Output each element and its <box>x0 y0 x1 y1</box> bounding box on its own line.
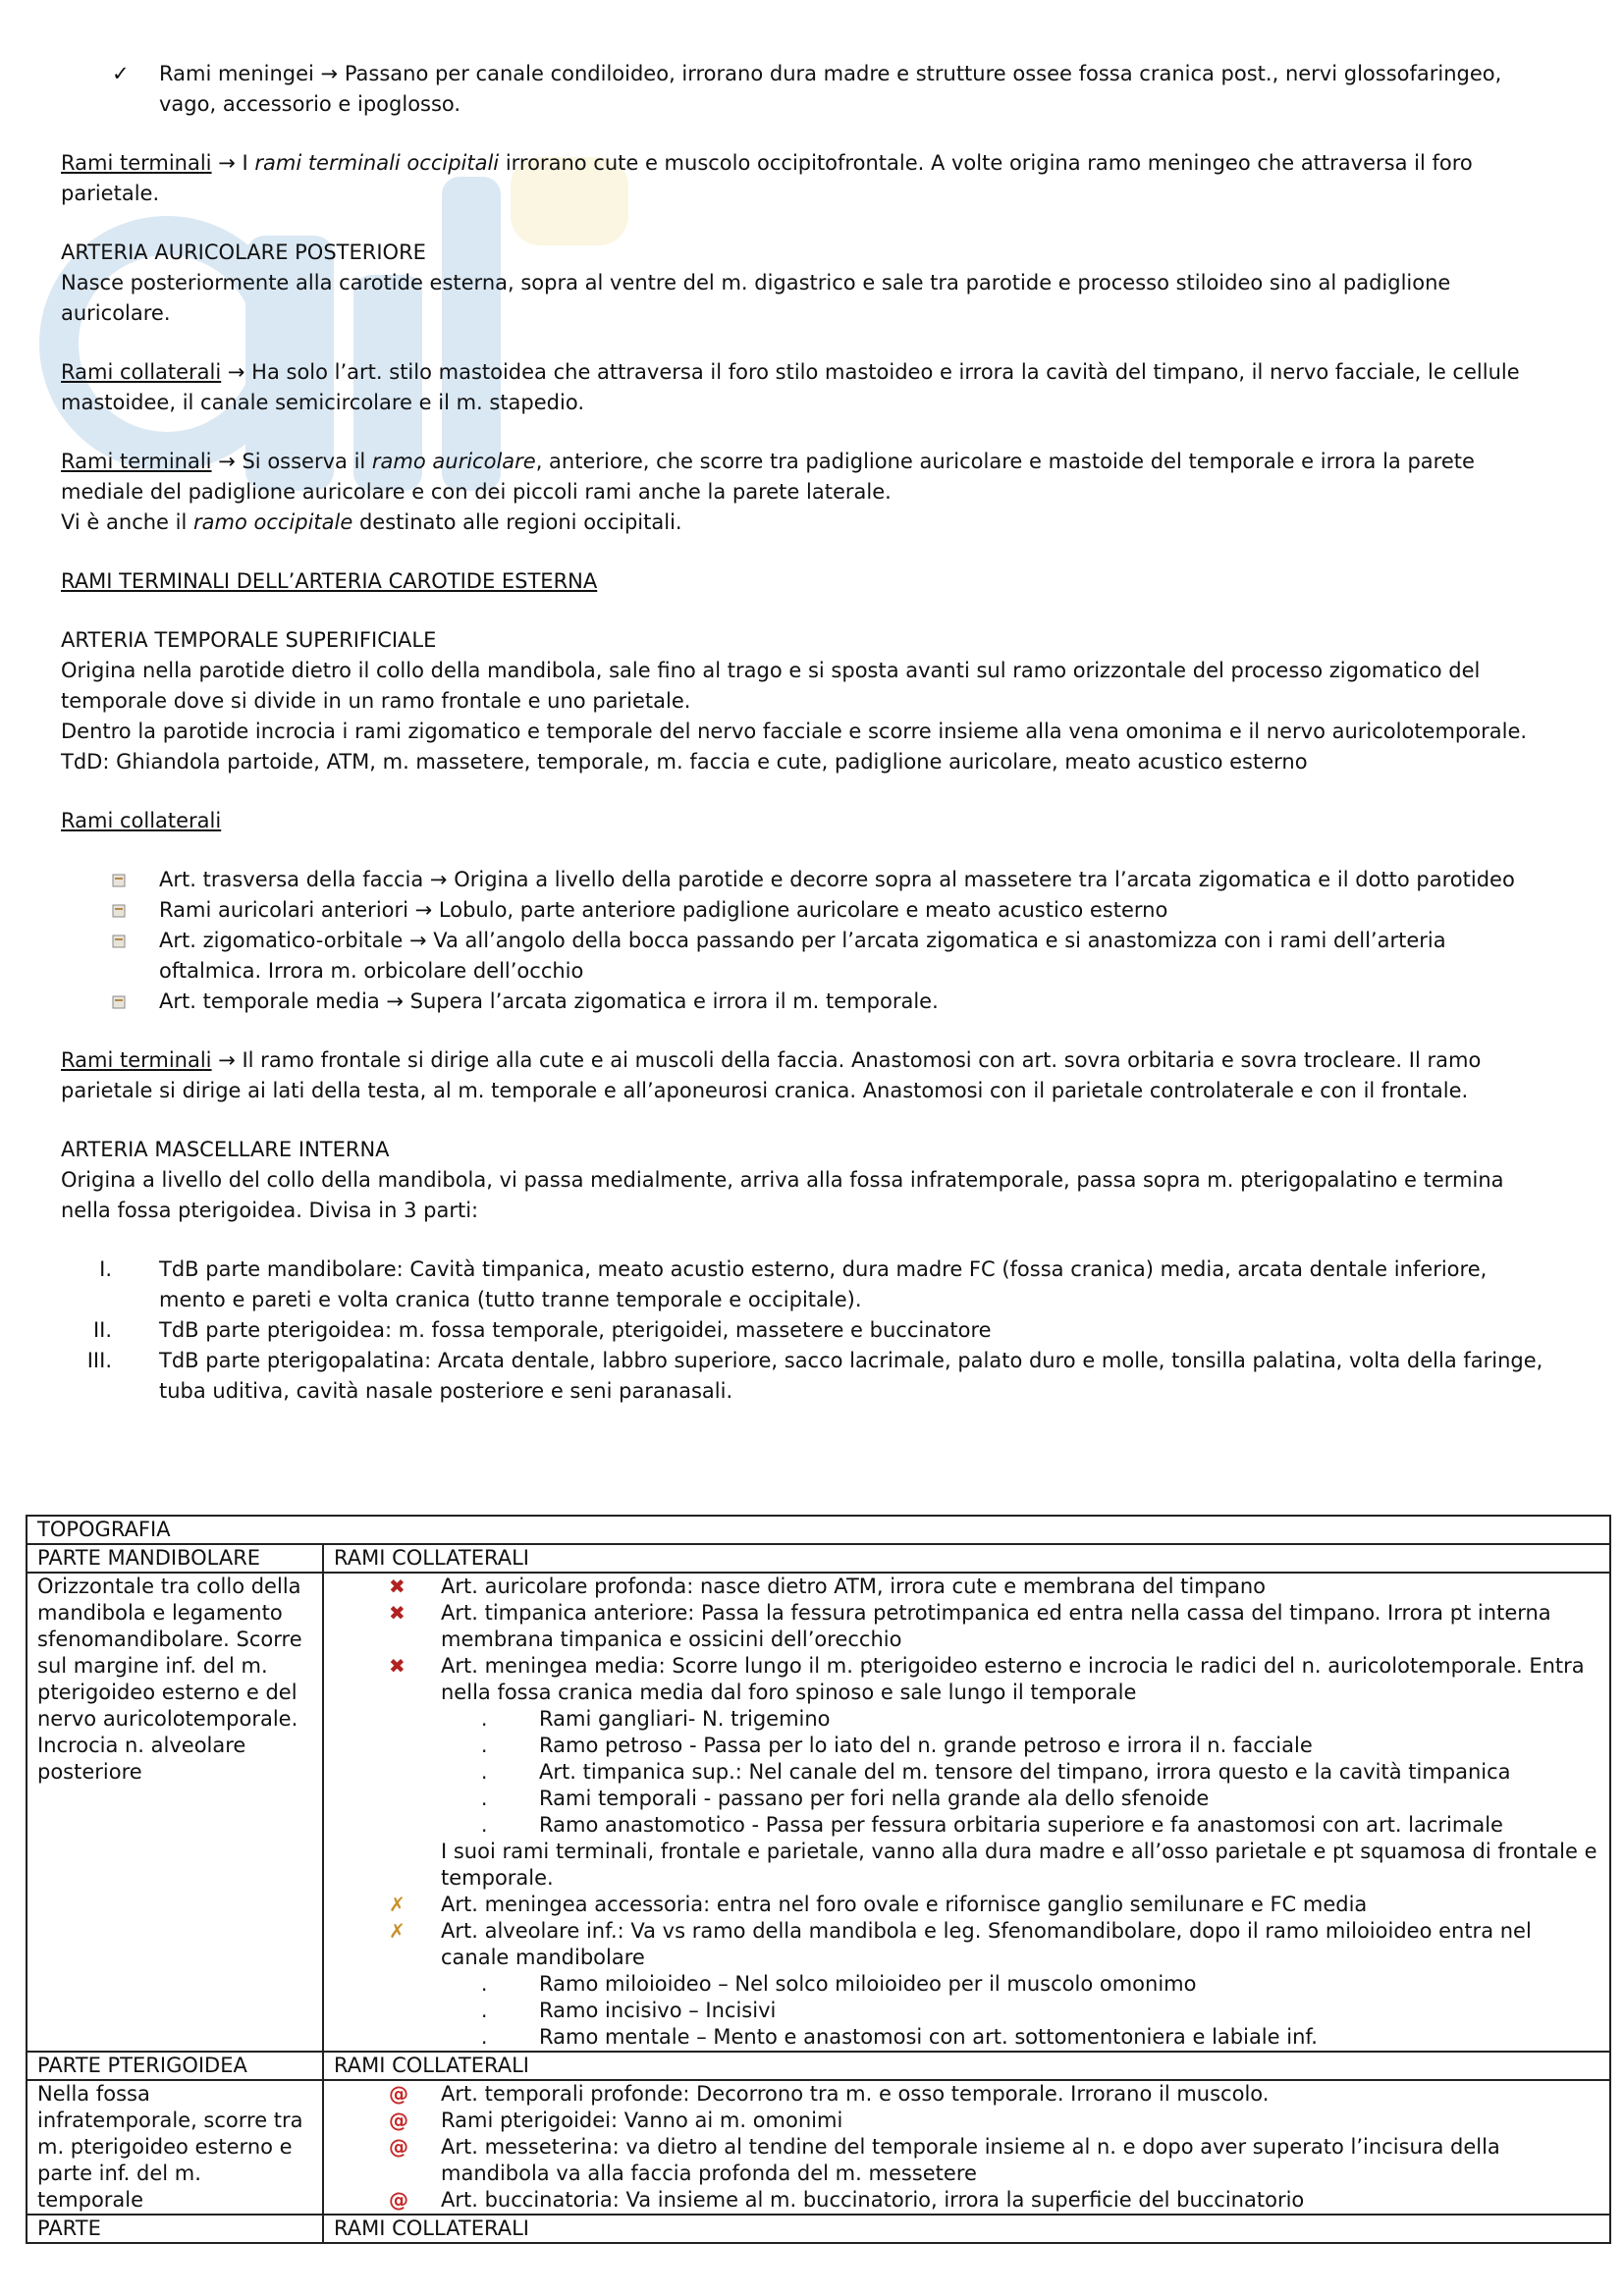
cross-icon: ✖ <box>389 1575 406 1598</box>
item-text: Rami temporali - passano per fori nella grande ala dello sfenoide <box>539 1787 1210 1810</box>
text-span: irrorano cute e muscolo occipitofrontale. A volte origina ramo meningeo che attraversa il foro parietale. <box>61 151 1473 205</box>
part-text: TdB parte pterigopalatina: Arcata dentale, labbro superiore, sacco lacrimale, palato duro e molle, tonsilla palatina, volta della faringe, tuba uditiva, cavità nasale posteriore e seni paranasali. <box>159 1349 1543 1403</box>
part-text: TdB parte pterigoidea: m. fossa temporale, pterigoidei, massetere e buccinatore <box>159 1318 992 1342</box>
italic-span: ramo auricolare <box>371 450 536 473</box>
list-item <box>61 1346 1543 1407</box>
dot-marker: . <box>481 1787 488 1810</box>
rami-header: RAMI COLLATERALI <box>323 1544 1610 1573</box>
auricolare-terminali <box>61 447 1543 507</box>
item-text: Ramo petroso - Passa per lo iato del n. grande petroso e irrora il n. facciale <box>539 1734 1313 1757</box>
temporale-bullets <box>61 865 1543 1017</box>
italic-span: ramo occipitale <box>192 510 353 534</box>
list-item <box>61 926 1543 987</box>
item-text: Art. auricolare profonda: nasce dietro ATM, irrora cute e membrana del timpano <box>441 1575 1266 1598</box>
meningea-note: I suoi rami terminali, frontale e parietale, vanno alla dura madre e all’osso parietale e pt squamosa di frontale e temporale. <box>441 1840 1597 1890</box>
list-item <box>334 1600 1599 1653</box>
meningei-text: Rami meningei → Passano per canale condiloideo, irrorano dura madre e strutture ossee fossa cranica post., nervi glossofaringeo, vago, accessorio e ipoglosso. <box>159 62 1502 116</box>
mand-desc: Orizzontale tra collo della mandibola e legamento sfenomandibolare. Scorre sul margine inf. del m. pterigoideo esterno e del nervo auricolotemporale. Incrocia n. alveolare posteriore <box>27 1573 323 2052</box>
temporale-p2: Dentro la parotide incrocia i rami zigomatico e temporale del nervo facciale e scorre insieme alla vena omonima e il nervo auricolotemporale. <box>61 720 1528 743</box>
item-text: Ramo anastomotico - Passa per fessura orbitaria superiore e fa anastomosi con art. lacrimale <box>539 1813 1503 1837</box>
item-text: Art. alveolare inf.: Va vs ramo della mandibola e leg. Sfenomandibolare, dopo il ramo miloioideo entra nel canale mandibolare <box>441 1919 1532 1969</box>
dot-marker: . <box>481 2025 488 2049</box>
list-item <box>61 59 1543 120</box>
bullet-text: Art. trasversa della faccia → Origina a livello della parotide e decorre sopra al massetere tra l’arcata zigomatica e il dotto parotideo <box>159 868 1515 891</box>
temporale-heading: ARTERIA TEMPORALE SUPERIFICIALE <box>61 628 437 652</box>
item-text: Rami pterigoidei: Vanno ai m. omonimi <box>441 2109 843 2132</box>
note-icon <box>112 874 126 887</box>
auricolare-collaterali <box>61 357 1543 418</box>
list-item <box>334 1892 1599 1918</box>
list-item <box>334 1812 1599 1839</box>
text-span: , anteriore, che scorre tra padiglione auricolare e mastoide del temporale e irrora la parete mediale del padiglione auricolare e con dei piccoli rami anche la parete laterale. <box>61 450 1475 504</box>
italic-span: rami terminali occipitali <box>254 151 500 175</box>
rami-terminali-occipitali <box>61 148 1543 209</box>
temporale-p1: Origina nella parotide dietro il collo della mandibola, sale fino al trago e si sposta avanti sul ramo orizzontale del processo zigomatico del temporale dove si divide in un ramo frontale e uno parietale. <box>61 659 1481 713</box>
mascellare-heading: ARTERIA MASCELLARE INTERNA <box>61 1138 390 1161</box>
pter-desc: Nella fossa infratemporale, scorre tra m. pterigoideo esterno e parte inf. del m. temporale <box>27 2080 323 2215</box>
temporale-collaterali-label: Rami collaterali <box>61 809 222 832</box>
dot-marker: . <box>481 1734 488 1757</box>
list-item <box>334 1759 1599 1786</box>
item-text: Art. timpanica anteriore: Passa la fessura petrotimpanica ed entra nella cassa del timpano. Irrora pt interna membrana timpanica e ossicini dell’orecchio <box>441 1601 1551 1651</box>
dot-marker: . <box>481 1999 488 2022</box>
roman-numeral: II. <box>92 1318 112 1342</box>
mand-header: PARTE MANDIBOLARE <box>27 1544 323 1573</box>
bullet-text: Rami auricolari anteriori → Lobulo, parte anteriore padiglione auricolare e meato acustico esterno <box>159 898 1168 922</box>
check-icon: ✓ <box>112 62 130 85</box>
item-text: Rami gangliari- N. trigemino <box>539 1707 831 1731</box>
part-text: TdB parte mandibolare: Cavità timpanica, meato acustio esterno, dura madre FC (fossa cranica) media, arcata dentale inferiore, mento e pareti e volta cranica (tutto tranne temporale e occipitale). <box>159 1257 1488 1311</box>
at-icon: @ <box>389 2082 408 2106</box>
bullet-text: Art. zigomatico-orbitale → Va all’angolo della bocca passando per l’arcata zigomatica e si anastomizza con i rami dell’arteria oftalmica. Irrora m. orbicolare dell’occhio <box>159 929 1446 983</box>
list-item <box>334 1706 1599 1733</box>
mascellare-intro: Origina a livello del collo della mandibola, vi passa medialmente, arriva alla fossa infratemporale, passa sopra m. pterigopalatino e termina nella fossa pterigoidea. Divisa in 3 parti: <box>61 1168 1504 1222</box>
list-item <box>334 1574 1599 1600</box>
document-body <box>61 59 1543 1407</box>
at-icon: @ <box>389 2135 408 2159</box>
text-span: → Si osserva il <box>211 450 372 473</box>
table-title: TOPOGRAFIA <box>27 1516 1610 1544</box>
auricolare-heading: ARTERIA AURICOLARE POSTERIORE <box>61 240 426 264</box>
item-text: Art. messeterina: va dietro al tendine del temporale insieme al n. e dopo aver superato l’incisura della mandibola va alla faccia profonda del m. messetere <box>441 2135 1500 2185</box>
mand-list-2 <box>334 1892 1599 1971</box>
mand-items-cell <box>323 1573 1610 2052</box>
pter-header: PARTE PTERIGOIDEA <box>27 2052 323 2080</box>
dot-marker: . <box>481 1972 488 1996</box>
cross-icon: ✖ <box>389 1654 406 1678</box>
at-icon: @ <box>389 2188 408 2212</box>
item-text: Art. temporali profonde: Decorrono tra m. e osso temporale. Irrorano il muscolo. <box>441 2082 1270 2106</box>
list-item <box>61 1315 1543 1346</box>
list-item <box>334 1998 1599 2024</box>
list-item <box>334 2024 1599 2051</box>
cross-icon: ✗ <box>389 1919 406 1943</box>
text-span: → I <box>211 151 255 175</box>
dot-marker: . <box>481 1760 488 1784</box>
topografia-table <box>26 1515 1611 2244</box>
item-text: Art. meningea accessoria: entra nel foro ovale e rifornisce ganglio semilunare e FC media <box>441 1893 1368 1916</box>
text-span: Vi è anche il <box>61 510 193 534</box>
text-span: → Ha solo l’art. stilo mastoidea che attraversa il foro stilo mastoideo e irrora la cavità del timpano, il nervo facciale, le cellule mastoidee, il canale semicircolare e il m. stapedio. <box>61 360 1520 414</box>
list-item <box>334 2081 1599 2108</box>
meningei-list <box>61 59 1543 120</box>
rami-header: RAMI COLLATERALI <box>323 2215 1610 2243</box>
at-icon: @ <box>389 2109 408 2132</box>
rami-terminali-heading: RAMI TERMINALI DELL’ARTERIA CAROTIDE ESTERNA <box>61 569 598 593</box>
cross-icon: ✗ <box>389 1893 406 1916</box>
note-icon <box>112 904 126 918</box>
auricolare-intro: Nasce posteriormente alla carotide esterna, sopra al ventre del m. digastrico e sale tra parotide e processo stiloideo sino al padiglione auricolare. <box>61 271 1451 325</box>
note-icon <box>112 995 126 1009</box>
list-item <box>334 1918 1599 1971</box>
item-text: Ramo miloioideo – Nel solco miloioideo per il muscolo omonimo <box>539 1972 1197 1996</box>
item-text: Ramo mentale – Mento e anastomosi con art. sottomentoniera e labiale inf. <box>539 2025 1318 2049</box>
roman-numeral: I. <box>99 1257 112 1281</box>
list-item <box>334 1653 1599 1706</box>
list-item <box>334 1733 1599 1759</box>
alveolare-sublist <box>334 1971 1599 2051</box>
list-item <box>61 987 1543 1017</box>
temporale-terminali <box>61 1045 1543 1106</box>
list-item <box>334 1786 1599 1812</box>
list-item <box>334 2134 1599 2187</box>
temporale-p3: TdD: Ghiandola partoide, ATM, m. massetere, temporale, m. faccia e cute, padiglione auricolare, meato acustico esterno <box>61 750 1308 774</box>
text-span: → Il ramo frontale si dirige alla cute e ai muscoli della faccia. Anastomosi con art. sovra orbitaria e sovra trocleare. Il ramo parietale si dirige ai lati della testa, al m. temporale e all’aponeurosi cranica. Anastomosi con il parietale controlaterale e con il frontale. <box>61 1048 1482 1102</box>
bullet-text: Art. temporale media → Supera l’arcata zigomatica e irrora il m. temporale. <box>159 989 939 1013</box>
text-span: destinato alle regioni occipitali. <box>352 510 682 534</box>
note-icon <box>112 934 126 948</box>
auricolare-occipitale <box>61 507 1543 538</box>
pter-items-cell <box>323 2080 1610 2215</box>
rami-terminali-label: Rami terminali <box>61 151 212 175</box>
rami-header: RAMI COLLATERALI <box>323 2052 1610 2080</box>
list-item <box>61 1255 1543 1315</box>
list-item <box>61 865 1543 895</box>
rami-terminali-label: Rami terminali <box>61 1048 212 1072</box>
list-item <box>61 895 1543 926</box>
list-item <box>334 1971 1599 1998</box>
mascellare-parts <box>61 1255 1543 1407</box>
item-text: Art. buccinatoria: Va insieme al m. buccinatorio, irrora la superficie del buccinatorio <box>441 2188 1305 2212</box>
item-text: Ramo incisivo – Incisivi <box>539 1999 777 2022</box>
rami-collaterali-label: Rami collaterali <box>61 360 222 384</box>
item-text: Art. timpanica sup.: Nel canale del m. tensore del timpano, irrora questo e la cavità timpanica <box>539 1760 1511 1784</box>
rami-terminali-label: Rami terminali <box>61 450 212 473</box>
dot-marker: . <box>481 1813 488 1837</box>
last-header: PARTE <box>27 2215 323 2243</box>
list-item <box>334 2187 1599 2214</box>
cross-icon: ✖ <box>389 1601 406 1625</box>
mand-list <box>334 1574 1599 1706</box>
pter-list <box>334 2081 1599 2214</box>
item-text: Art. meningea media: Scorre lungo il m. pterigoideo esterno e incrocia le radici del n. auricolotemporale. Entra nella fossa cranica media dal foro spinoso e sale lungo il temporale <box>441 1654 1585 1704</box>
dot-marker: . <box>481 1707 488 1731</box>
meningea-sublist <box>334 1706 1599 1839</box>
roman-numeral: III. <box>86 1349 112 1372</box>
list-item <box>334 2108 1599 2134</box>
